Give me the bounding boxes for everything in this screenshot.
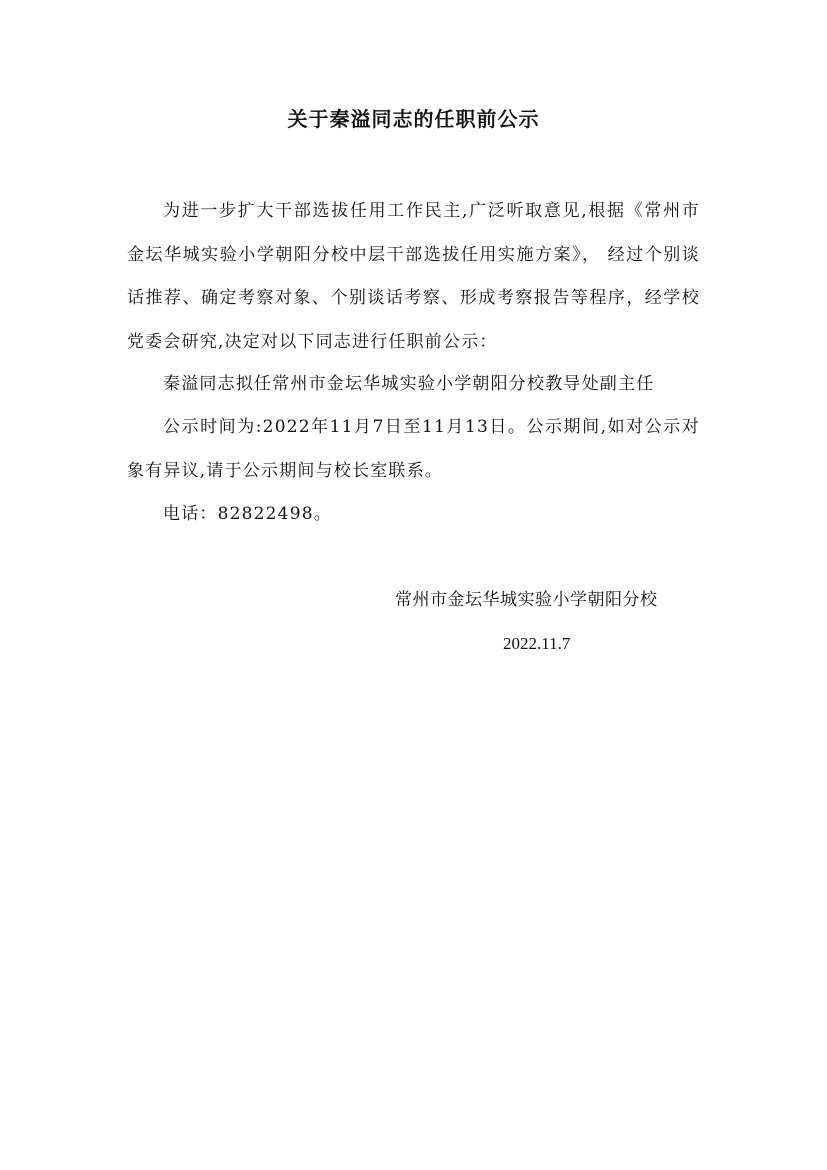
phone-text: 电话：82822498。 xyxy=(163,504,332,524)
phone-paragraph xyxy=(127,493,700,537)
signature-date: 2022.11.7 xyxy=(503,634,571,653)
intro-text: 为进一步扩大干部选拔任用工作民主,广泛听取意见,根据《常州市金坛华城实验小学朝阳分校中层干部选拔任用实施方案》， 经过个别谈话推荐、确定考察对象、个别谈话考察、形成考察报告等程序，经学校党委会研究,决定对以下同志进行任职前公示： xyxy=(127,201,700,352)
period-text: 公示时间为:2022年11月7日至11月13日。公示期间,如对公示对象有异议,请于公示期间与校长室联系。 xyxy=(127,417,700,481)
document-title: 关于秦溢同志的任职前公示 xyxy=(287,107,540,131)
period-paragraph xyxy=(127,406,700,493)
appointment-paragraph xyxy=(127,363,700,407)
intro-paragraph xyxy=(127,190,700,364)
signature-organization: 常州市金坛华城实验小学朝阳分校 xyxy=(395,590,658,610)
appointment-text: 秦溢同志拟任常州市金坛华城实验小学朝阳分校教导处副主任 xyxy=(163,374,655,394)
